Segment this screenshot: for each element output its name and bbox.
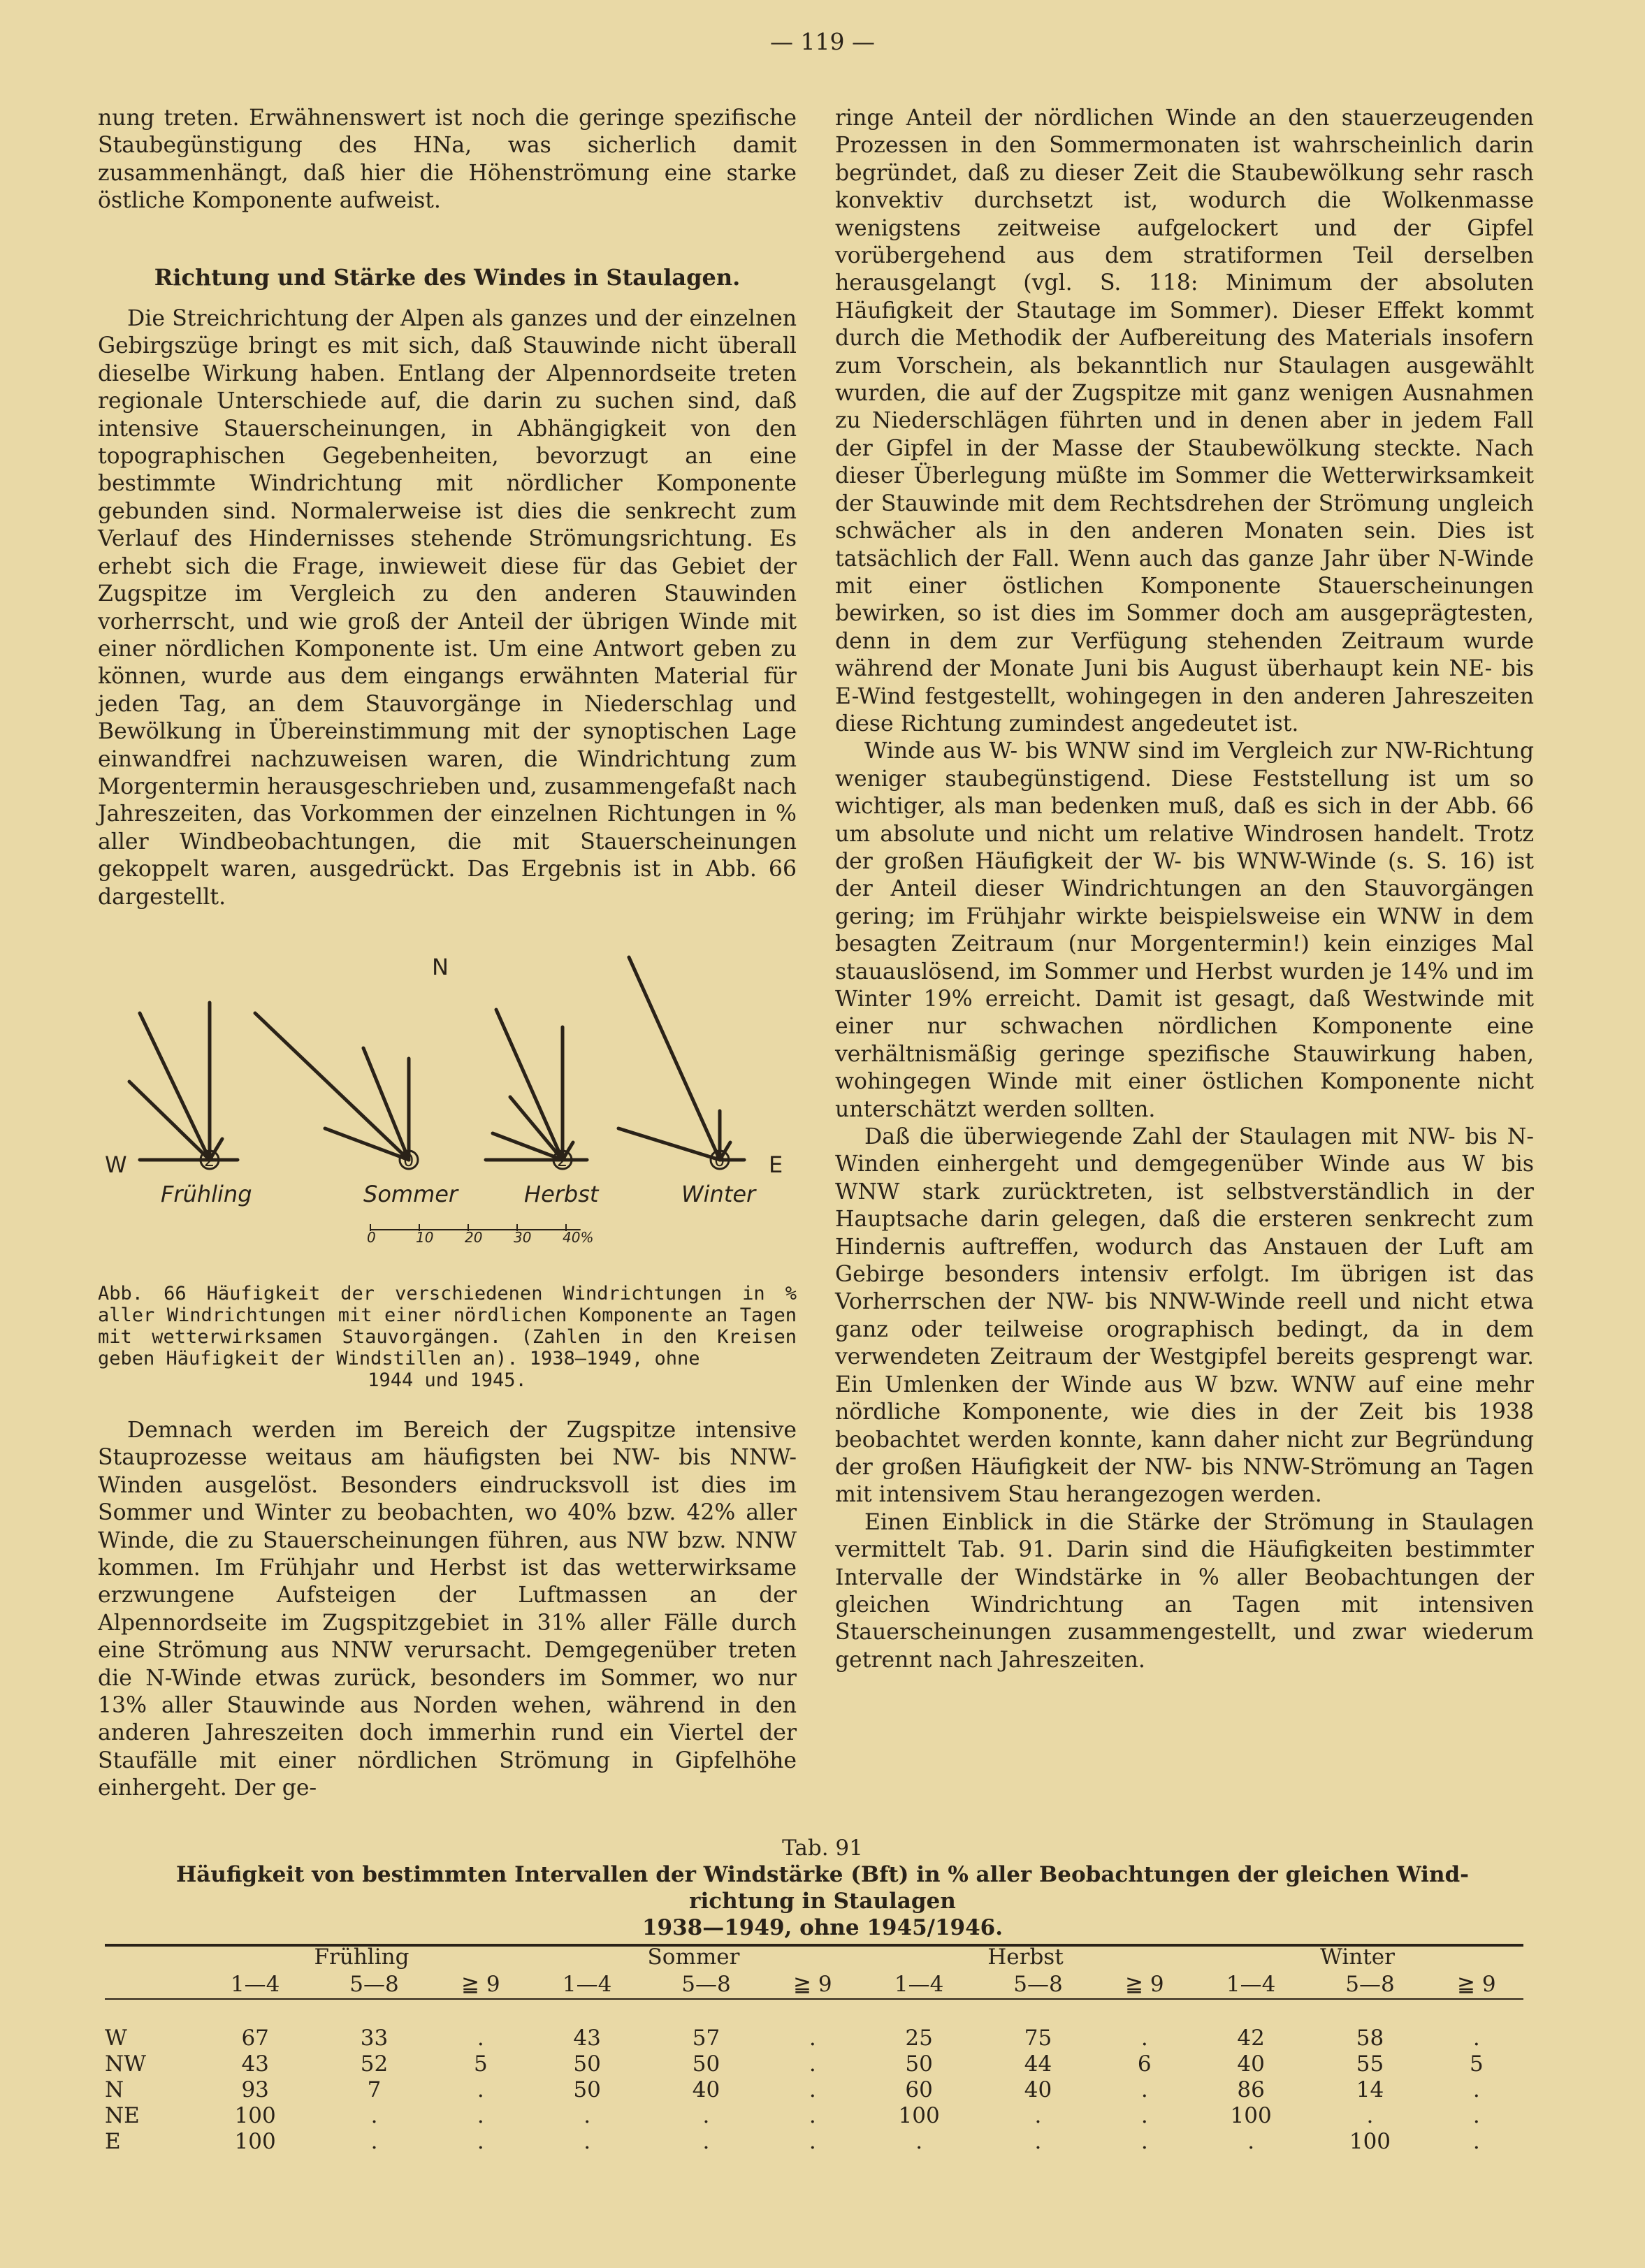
row-direction: E <box>105 2128 121 2154</box>
table-cell: 57 <box>692 2025 720 2051</box>
table-cell: 50 <box>573 2051 601 2077</box>
wind-rose-figure <box>98 950 797 1251</box>
table-cell: . <box>1140 2077 1148 2102</box>
figure-caption <box>98 1283 797 1391</box>
interval-header: ≧ 9 <box>461 1972 500 1997</box>
table-cell: . <box>584 2128 591 2154</box>
wind-ray <box>618 1128 720 1160</box>
table-cell: 50 <box>905 2051 933 2077</box>
east-label: E <box>769 1151 783 1178</box>
table-cell: 60 <box>905 2077 933 2102</box>
table-cell: 43 <box>573 2025 601 2051</box>
table-cell: 7 <box>367 2077 382 2102</box>
table-cell: . <box>477 2128 484 2154</box>
interval-header: 1—4 <box>1226 1972 1276 1997</box>
table-cell: 50 <box>692 2051 720 2077</box>
calm-value: 2 <box>557 1151 568 1170</box>
table-cell: . <box>702 2128 710 2154</box>
table-cell: 40 <box>1237 2051 1265 2077</box>
table-cell: 100 <box>1230 2102 1272 2128</box>
table-cell: 75 <box>1024 2025 1052 2051</box>
table-cell: . <box>370 2102 378 2128</box>
row-direction: NW <box>105 2051 146 2077</box>
table-cell: 43 <box>241 2051 269 2077</box>
table-cell: . <box>1140 2102 1148 2128</box>
interval-header: 1—4 <box>230 1972 280 1997</box>
table-cell: . <box>809 2102 816 2128</box>
table-cell: 67 <box>241 2025 269 2051</box>
interval-header: 1—4 <box>894 1972 944 1997</box>
wind-ray <box>629 957 720 1160</box>
table-cell: 5 <box>1469 2051 1484 2077</box>
north-label: N <box>432 954 449 980</box>
table-cell: . <box>915 2128 923 2154</box>
page-number: — 119 — <box>770 28 875 55</box>
interval-header: 5—8 <box>681 1972 731 1997</box>
table-row <box>105 2025 1523 2051</box>
table-cell: 86 <box>1237 2077 1265 2102</box>
table-cell: 100 <box>234 2102 276 2128</box>
table-cell: . <box>702 2102 710 2128</box>
right-paragraph-1: ringe Anteil der nördlichen Winde an den stauerzeugenden Prozessen in den Sommermonaten ist wahrscheinlich darin begründet, daß zu dieser Zeit die Staubewölkung sehr rasch konvektiv durchsetzt ist, wodurch die Wolkenmasse wenigstens zeitweise aufgelockert und der Gipfel vorübergehend aus dem stratiformen Teil derselben herausgelangt (vgl. S. 118: Minimum der absoluten Häufigkeit der Stautage im Sommer). Dieser Effekt kommt durch die Methodik der Aufbereitung des Materials insofern zum Vorschein, als bekanntlich nur Staulagen ausgewählt wurden, die auf der Zugspitze mit ganz wenigen Ausnahmen zu Niederschlägen führten und in denen aber in jedem Fall der Gipfel in der Masse der Staubewölkung steckte. Nach dieser Überlegung müßte im Sommer die Wetterwirksamkeit der Stauwinde mit dem Rechtsdrehen der Strömung ungleich schwächer als in den anderen Monaten sein. Dies ist tatsächlich der Fall. Wenn auch das ganze Jahr über N-Winde mit einer östlichen Komponente Stauerscheinungen bewirken, so ist dies im Sommer doch am ausgeprägtesten, denn in dem zur Verfügung stehenden Zeitraum wurde während der Monate Juni bis August überhaupt kein NE- bis E-Wind festgestellt, wohingegen in den anderen Jahreszeiten diese Richtung zumindest angedeutet ist. <box>835 106 1534 736</box>
season-label: Frühling <box>161 1181 252 1207</box>
season-header: Winter <box>1320 1944 1395 1970</box>
wind-ray <box>363 1048 409 1160</box>
table-cell: . <box>1472 2025 1480 2051</box>
season-label: Herbst <box>524 1181 599 1207</box>
table-cell: . <box>1472 2102 1480 2128</box>
table-cell: . <box>1472 2128 1480 2154</box>
table-cell: . <box>809 2128 816 2154</box>
table-cell: 14 <box>1356 2077 1384 2102</box>
scale-label: 20 <box>465 1229 483 1246</box>
table-cell: . <box>1366 2102 1374 2128</box>
table-label: Tab. 91 <box>782 1836 863 1861</box>
wind-ray <box>255 1013 409 1160</box>
table-heading <box>98 1835 1547 1941</box>
table-row <box>105 2102 1523 2128</box>
table-cell: 6 <box>1137 2051 1152 2077</box>
interval-header: 5—8 <box>1013 1972 1063 1997</box>
table-cell: 25 <box>905 2025 933 2051</box>
table-cell: 55 <box>1356 2051 1384 2077</box>
table-cell: . <box>477 2077 484 2102</box>
left-paragraph-3: Demnach werden im Bereich der Zugspitze intensive Stauprozesse weitaus am häufigsten bei NW- bis NNW-Winden ausgelöst. Besonders eindrucksvoll ist dies im Sommer und Winter zu beobachten, wo 40% bzw. 42% aller Winde, die zu Stauerscheinungen führen, aus NW bzw. NNW kommen. Im Frühjahr und Herbst ist das wetterwirksame erzwungene Aufsteigen der Luftmassen an der Alpennordseite im Zugspitzgebiet in 31% aller Fälle durch eine Strömung aus NNW verursacht. Demgegenüber treten die N-Winde etwas zurück, besonders im Sommer, wo nur 13% aller Stauwinde aus Norden wehen, während in den anderen Jahreszeiten doch immerhin rund ein Viertel der Staufälle mit einer nördlichen Strömung in Gipfelhöhe einhergeht. Der ge- <box>98 1418 797 1801</box>
table-cell: 44 <box>1024 2051 1052 2077</box>
interval-header: 5—8 <box>349 1972 399 1997</box>
wind-ray <box>140 1013 210 1160</box>
table-cell: 40 <box>1024 2077 1052 2102</box>
interval-header: ≧ 9 <box>793 1972 832 1997</box>
table-cell: 42 <box>1237 2025 1265 2051</box>
table-cell: 100 <box>1349 2128 1391 2154</box>
scale-label: 10 <box>416 1229 434 1246</box>
table-cell: 58 <box>1356 2025 1384 2051</box>
left-column-lower <box>98 1417 797 1803</box>
table-cell: . <box>1472 2077 1480 2102</box>
table-cell: 33 <box>360 2025 389 2051</box>
interval-header: 5—8 <box>1345 1972 1395 1997</box>
row-direction: N <box>105 2077 124 2102</box>
wind-force-table <box>105 1944 1523 2154</box>
table-cell: . <box>477 2102 484 2128</box>
caption-text-last: 1944 und 1945. <box>368 1369 527 1391</box>
table-cell: 40 <box>692 2077 720 2102</box>
table-cell: 100 <box>234 2128 276 2154</box>
table-cell: . <box>370 2128 378 2154</box>
table-cell: 93 <box>241 2077 269 2102</box>
table-cell: . <box>1034 2102 1042 2128</box>
season-label: Sommer <box>363 1181 458 1207</box>
caption-text: Abb. 66 Häufigkeit der verschiedenen Windrichtungen in % aller Windrichtungen mit einer nördlichen Komponente an Tagen mit wetterwirksamen Stauvorgängen. (Zahlen in den Kreisen geben Häufigkeit der Windstillen an). 1938—1949, ohne <box>98 1283 797 1369</box>
west-label: W <box>105 1151 127 1178</box>
table-cell: . <box>1140 2025 1148 2051</box>
season-label: Winter <box>681 1181 756 1207</box>
calm-value: 0 <box>403 1151 414 1170</box>
right-paragraph-3: Daß die überwiegende Zahl der Staulagen mit NW- bis N-Winden einhergeht und demgegenüber Winde aus W bis WNW stark zurücktreten, ist selbstverständlich in der Hauptsache darin gelegen, daß die ersteren senkrecht zum Hindernis auftreffen, wodurch das Anstauen der Luft am Gebirge besonders intensiv erfolgt. Im übrigen ist das Vorherrschen der NW- bis NNW-Winde reell und nicht etwa ganz oder teilweise orographisch bedingt, da in dem verwendeten Zeitraum der Westgipfel bereits gesprengt war. Ein Umlenken der Winde aus W bzw. WNW auf eine mehr nördliche Komponente, wie dies in der Zeit bis 1938 beobachtet werden konnte, kann daher nicht zur Begründung der großen Häufigkeit der NW- bis NNW-Strömung an Tagen mit intensivem Stau herangezogen werden. <box>835 1124 1534 1508</box>
table-row <box>105 2051 1523 2077</box>
table-cell: 5 <box>473 2051 488 2077</box>
season-header: Frühling <box>314 1944 410 1970</box>
calm-value: 0 <box>714 1151 725 1170</box>
table-season-header <box>105 1944 1523 1970</box>
scale-label: 0 <box>367 1229 376 1246</box>
row-direction: W <box>105 2025 127 2051</box>
table-title-line: richtung in Staulagen <box>689 1889 956 1914</box>
season-header: Herbst <box>987 1944 1064 1970</box>
wind-ray <box>129 1082 210 1160</box>
table-cell: . <box>584 2102 591 2128</box>
table-cell: . <box>1140 2128 1148 2154</box>
left-paragraph-2: Die Streichrichtung der Alpen als ganzes und der einzelnen Gebirgszüge bringt es mit sich, daß Stauwinde nicht überall dieselbe Wirkung haben. Entlang der Alpennordseite treten regionale Unterschiede auf, die darin zu suchen sind, daß intensive Stauerscheinungen, in Abhängigkeit von den topographischen Gegebenheiten, bevorzugt an eine bestimmte Windrichtung mit nördlicher Komponente gebunden sind. Normalerweise ist dies die senkrecht zum Verlauf des Hindernisses stehende Strömungsrichtung. Es erhebt sich die Frage, inwieweit diese für das Gebiet der Zugspitze im Vergleich zu den anderen Stauwinden vorherrscht, und wie groß der Anteil der übrigen Winde mit einer nördlichen Komponente ist. Um eine Antwort geben zu können, wurde aus dem eingangs erwähnten Material für jeden Tag, an dem Stauvorgänge in Niederschlag und Bewölkung in Übereinstimmung mit der synoptischen Lage einwandfrei nachzuweisen waren, die Windrichtung zum Morgentermin herausgeschrieben und, zusammengefaßt nach Jahreszeiten, das Vorkommen der einzelnen Richtungen in % aller Windbeobachtungen, die mit Stauerscheinungen gekoppelt waren, ausgedrückt. Das Ergebnis ist in Abb. 66 dargestellt. <box>98 306 797 910</box>
table-title-line: Häufigkeit von bestimmten Intervallen der Windstärke (Bft) in % aller Beobachtungen der gleichen Wind- <box>175 1862 1470 1887</box>
row-direction: NE <box>105 2102 140 2128</box>
left-paragraph-1: nung treten. Erwähnenswert ist noch die geringe spezifische Staubegünstigung des HNa, was sicherlich damit zusammenhängt, daß hier die Höhenströmung eine starke östliche Komponente aufweist. <box>98 106 797 214</box>
table-interval-header <box>105 1970 1523 1999</box>
table-cell: . <box>809 2077 816 2102</box>
interval-header: ≧ 9 <box>1457 1972 1496 1997</box>
table-cell: 52 <box>360 2051 389 2077</box>
interval-header: 1—4 <box>562 1972 612 1997</box>
scale-label: 40% <box>563 1229 594 1246</box>
table-cell: 100 <box>898 2102 940 2128</box>
interval-header: ≧ 9 <box>1125 1972 1164 1997</box>
section-heading: Richtung und Stärke des Windes in Staulagen. <box>154 263 741 291</box>
left-column <box>98 105 797 911</box>
table-row <box>105 2077 1523 2102</box>
table-cell: . <box>809 2051 816 2077</box>
table-cell: 50 <box>573 2077 601 2102</box>
table-cell: . <box>477 2025 484 2051</box>
season-header: Sommer <box>647 1944 740 1970</box>
calm-value: 2 <box>204 1151 215 1170</box>
table-cell: . <box>1247 2128 1255 2154</box>
table-cell: . <box>809 2025 816 2051</box>
table-row <box>105 2128 1523 2154</box>
right-paragraph-2: Winde aus W- bis WNW sind im Vergleich zur NW-Richtung weniger staubegünstigend. Diese Feststellung ist um so wichtiger, als man bedenken muß, daß es sich in der Abb. 66 um absolute und nicht um relative Windrosen handelt. Trotz der großen Häufigkeit der W- bis WNW-Winde (s. S. 16) ist der Anteil dieser Windrichtungen an den Stauvorgängen gering; im Frühjahr wirkte beispielsweise ein WNW in dem besagten Zeitraum (nur Morgentermin!) kein einziges Mal stauauslösend, im Sommer und Herbst wurden je 14% und im Winter 19% erreicht. Damit ist gesagt, daß Westwinde mit einer nur schwachen nördlichen Komponente eine verhältnismäßig geringe spezifische Stauwirkung haben, wohingegen Winde mit einer östlichen Komponente nicht unterschätzt werden sollten. <box>835 739 1534 1122</box>
right-paragraph-4: Einen Einblick in die Stärke der Strömung in Staulagen vermittelt Tab. 91. Darin sind die Häufigkeiten bestimmter Intervalle der Windstärke in % aller Beobachtungen der gleichen Windrichtung an Tagen mit intensiven Stauerscheinungen zusammengestellt, und zwar wiederum getrennt nach Jahreszeiten. <box>835 1509 1534 1673</box>
scale-label: 30 <box>514 1229 532 1246</box>
right-column <box>835 105 1534 1674</box>
table-title-line: 1938—1949, ohne 1945/1946. <box>642 1915 1003 1940</box>
table-cell: . <box>1034 2128 1042 2154</box>
